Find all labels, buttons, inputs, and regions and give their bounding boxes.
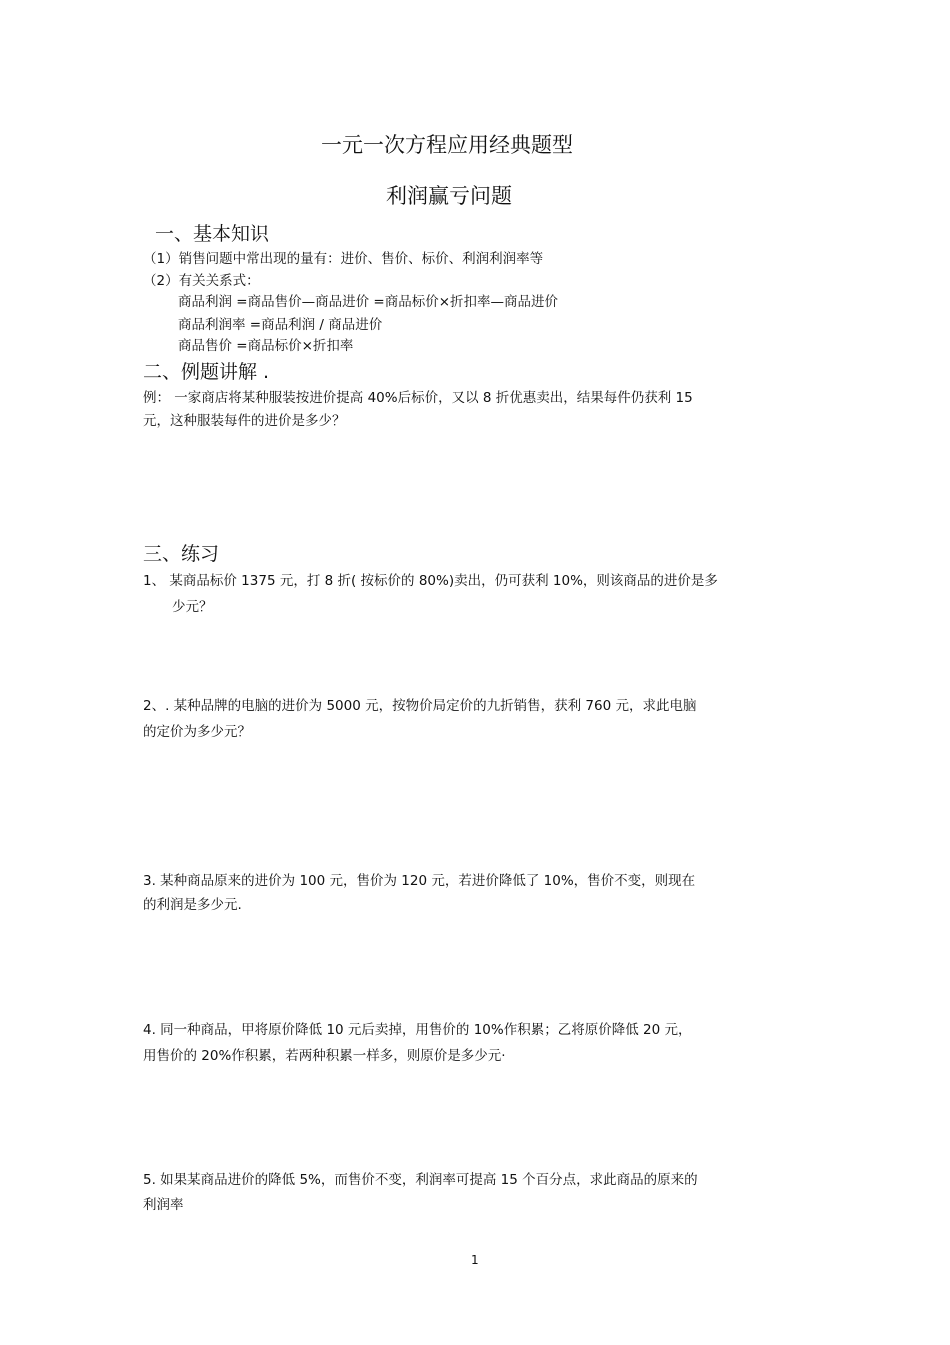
page-number: 1	[471, 1253, 479, 1267]
section1-item1: （1）销售问题中常出现的量有：进价、售价、标价、利润利润率等	[143, 251, 544, 267]
problem4-line-1: 4. 同一种商品，甲将原价降低 10 元后卖掉，用售价的 10%作积累；乙将原价降低 20 元，	[143, 1022, 692, 1038]
section1-heading: 一、基本知识	[155, 223, 270, 245]
problem4-line-2: 用售价的 20%作积累，若两种积累一样多，则原价是多少元·	[143, 1048, 506, 1064]
problem1-line-1: 1、 某商品标价 1375 元，打 8 折( 按标价的 80%)卖出，仍可获利 10%，则该商品的进价是多	[143, 573, 718, 589]
section2-heading: 二、例题讲解 .	[143, 361, 270, 383]
example-line-1: 例： 一家商店将某种服装按进价提高 40%后标价，又以 8 折优惠卖出，结果每件仍获利 15	[143, 390, 693, 406]
section3-heading: 三、练习	[143, 543, 220, 565]
document-subtitle: 利润赢亏问题	[386, 184, 512, 208]
example-line-2: 元，这种服装每件的进价是多少？	[143, 413, 346, 429]
problem5-line-1: 5. 如果某商品进价的降低 5%，而售价不变，利润率可提高 15 个百分点，求此商品的原来的	[143, 1172, 698, 1188]
formula-profit-rate: 商品利润率 =商品利润 / 商品进价	[178, 317, 383, 333]
formula-selling-price: 商品售价 =商品标价×折扣率	[178, 338, 354, 354]
problem2-line-2: 的定价为多少元？	[143, 724, 251, 740]
problem1-line-2: 少元？	[172, 599, 213, 615]
problem5-line-2: 利润率	[143, 1197, 184, 1213]
section1-item2: （2）有关关系式：	[143, 273, 260, 289]
problem2-line-1: 2、. 某种品牌的电脑的进价为 5000 元，按物价局定价的九折销售，获利 760 元，求此电脑	[143, 698, 697, 714]
formula-profit: 商品利润 =商品售价—商品进价 =商品标价×折扣率—商品进价	[178, 294, 559, 310]
document-title: 一元一次方程应用经典题型	[321, 133, 573, 157]
problem3-line-1: 3. 某种商品原来的进价为 100 元，售价为 120 元，若进价降低了 10%，售价不变，则现在	[143, 873, 696, 889]
problem3-line-2: 的利润是多少元.	[143, 897, 242, 913]
